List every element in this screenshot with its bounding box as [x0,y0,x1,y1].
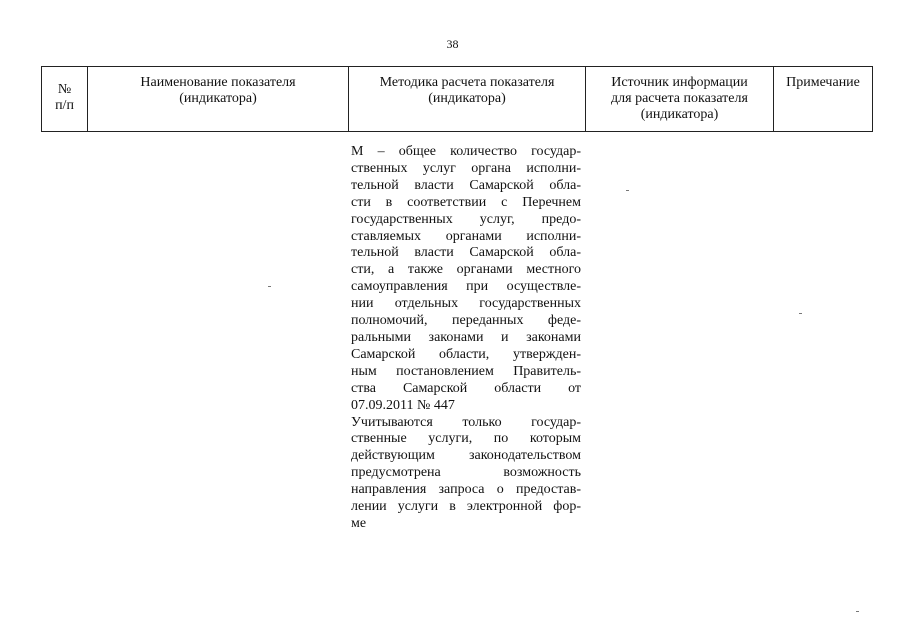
header-source-line3: (индикатора) [640,107,719,122]
header-number-sign: № [57,82,72,97]
header-cell-source [586,67,773,131]
methodology-text-line: предусмотрена возможность [351,465,581,481]
header-source-line2: для расчета показателя [611,91,748,106]
table-header [41,66,873,132]
header-indicator-name-line1: Наименование показателя [140,75,296,90]
methodology-text-line: Самарской области, утвержден- [351,346,581,362]
methodology-text-line: направления запроса о предостав- [351,482,581,498]
methodology-text-line: ственных услуг органа исполни- [351,160,581,176]
methodology-text-line: ральными законами и законами [351,329,581,345]
methodology-text-line: ным постановлением Правитель- [351,363,581,379]
scan-speck [626,190,629,191]
scan-speck [268,286,271,287]
header-number-abbr: п/п [55,98,74,113]
methodology-text-line: действующим законодательством [351,448,581,464]
methodology-text-line: полномочий, переданных феде- [351,313,581,329]
methodology-text-line: Учитываются только государ- [351,414,581,430]
header-note-label: Примечание [786,75,860,90]
header-cell-number [42,67,87,131]
methodology-text-line: тельной власти Самарской обла- [351,177,581,193]
header-cell-note [774,67,872,131]
methodology-paragraph-definition [351,144,581,415]
header-cell-methodology [349,67,585,131]
header-indicator-name-line2: (индикатора) [179,91,257,106]
methodology-text-line: ставляемых органами исполни- [351,228,581,244]
methodology-cell-text [351,144,581,533]
methodology-text-line: сти, а также органами местного [351,262,581,278]
header-methodology-line2: (индикатора) [428,91,506,106]
methodology-text-line: лении услуги в электронной фор- [351,499,581,515]
page-number: 38 [446,37,459,51]
methodology-text-line: ства Самарской области от [351,380,581,396]
methodology-text-line: M – общее количество государ- [351,144,581,159]
header-source-line1: Источник информации [611,75,748,90]
methodology-text-line: 07.09.2011 № 447 [351,397,455,413]
scan-speck [799,313,802,314]
scan-speck [856,611,859,612]
header-cell-indicator-name [88,67,348,131]
methodology-text-line: сти в соответствии с Перечнем [351,194,581,210]
methodology-text-line: тельной власти Самарской обла- [351,245,581,261]
header-methodology-line1: Методика расчета показателя [379,75,555,90]
methodology-text-line: ственные услуги, по которым [351,431,581,447]
methodology-paragraph-services [351,415,581,533]
methodology-text-line: нии отдельных государственных [351,296,581,312]
methodology-text-line: ме [351,515,367,531]
methodology-text-line: государственных услуг, предо- [351,211,581,227]
methodology-text-line: самоуправления при осуществле- [351,279,581,295]
